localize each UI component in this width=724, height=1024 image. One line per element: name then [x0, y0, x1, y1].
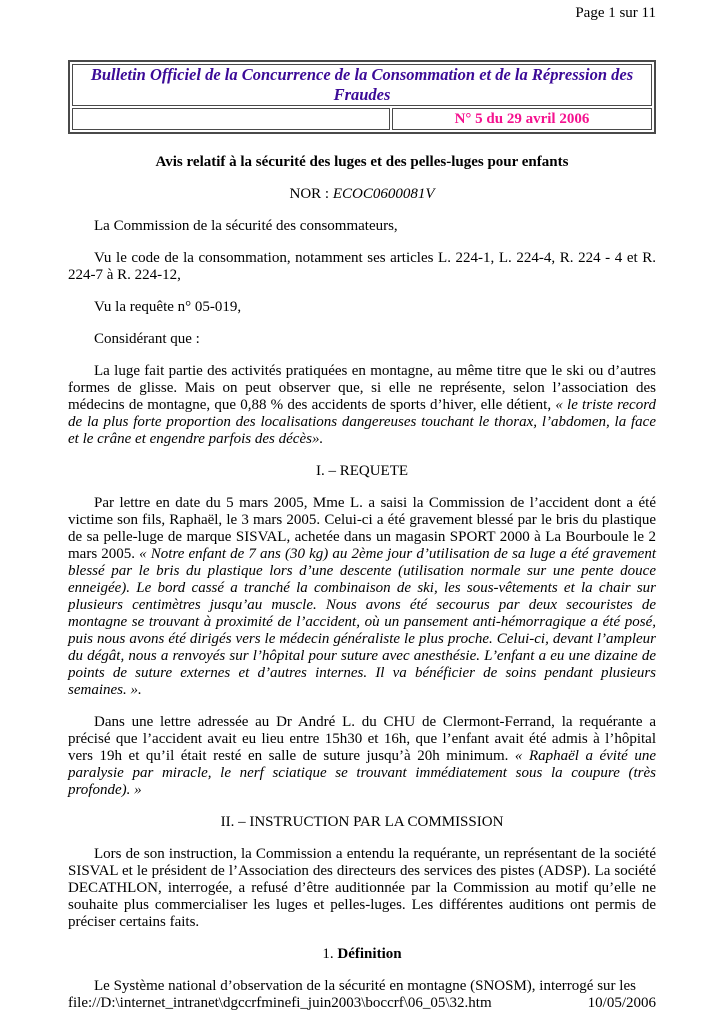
paragraph-instruction: Lors de son instruction, la Commission a entendu la requérante, un représentant de la société SISVAL et le président de l’Association des directeurs des services des pistes (ADSP). La société DECATHLON, interrogée, a refusé d’être auditionnée par la Commission au motif qu’elle ne souhaite plus commercialiser les luges et pelles-luges. Les différentes auditions ont permis de préciser certains faits.	[68, 846, 656, 930]
paragraph-luge-text: La luge fait partie des activités pratiquées en montagne, au même titre que le ski ou d’autres formes de glisse. Mais on peut observer que, si elle ne représente, selon l’association des médecins de montagne, que 0,88 % des accidents de sports d’hiver, elle détient,	[68, 363, 656, 413]
paragraph-luge-quote: « le triste record de la plus forte proportion des localisations dangereuses touchant le thorax, l’abdomen, la face et le crâne et engendre parfois des décès».	[68, 397, 656, 447]
page-footer	[68, 995, 656, 1012]
section-heading-definition	[68, 946, 656, 963]
bulletin-empty-cell	[72, 108, 390, 130]
bulletin-issue-number: N° 5 du 29 avril 2006	[454, 111, 590, 127]
paragraph-snosm: Le Système national d’observation de la sécurité en montagne (SNOSM), interrogé sur les	[94, 978, 636, 994]
bulletin-title-cell	[72, 64, 652, 106]
section-heading-instruction: II. – INSTRUCTION PAR LA COMMISSION	[220, 814, 504, 830]
paragraph-lettre-quote: « Notre enfant de 7 ans (30 kg) au 2ème jour d’utilisation de sa luge a été gravement blessé par le bris du plastique lors d’une descente (utilisation normale sur une pente douce enneigée). Le bord cassé a tranché la combinaison de ski, les sous-vêtements et la chair sur plusieurs centimètres jusqu’au muscle. Nous avons été secourus par deux secouristes de montagne se trouvant à proximité de l’accident, où un pansement anti-hémorragique a été posé, puis nous avons été dirigés vers le médecin généraliste le plus proche. Celui-ci, devant l’ampleur du dégât, nous a renvoyés sur l’hôpital pour suture avec anesthésie. L’enfant a eu une dizaine de points de suture externes et d’autres internes. Il va bénéficier de soins pendant plusieurs semaines. ».	[68, 546, 656, 698]
paragraph-chu-text: Dans une lettre adressée au Dr André L. du CHU de Clermont-Ferrand, la requérante a précisé que l’accident avait eu lieu entre 15h30 et 16h, que l’enfant avait été admis à l’hôpital vers 19h et qu’il était resté en salle de suture jusqu’à 20h minimum.	[68, 714, 656, 764]
bulletin-title-row	[72, 64, 652, 106]
paragraph-lettre-text: Par lettre en date du 5 mars 2005, Mme L. a saisi la Commission de l’accident dont a été victime son fils, Raphaël, le 3 mars 2005. Celui-ci a été gravement blessé par le bris du plastique de sa pelle-luge de marque SISVAL, achetée dans un magasin SPORT 2000 à La Bourboule le 2 mars 2005.	[68, 495, 656, 562]
nor-line	[68, 186, 656, 203]
page-indicator: Page 1 sur 11	[575, 5, 656, 21]
paragraph-luge	[68, 363, 656, 448]
paragraph-chu	[68, 714, 656, 799]
nor-value: ECOC0600081V	[332, 186, 435, 202]
paragraph-lettre	[68, 495, 656, 699]
paragraph-vu-requete: Vu la requête n° 05-019,	[94, 299, 242, 315]
paragraph-vu-code: Vu le code de la consommation, notamment ses articles L. 224-1, L. 224-4, R. 224 - 4 et R. 224-7 à R. 224-12,	[68, 250, 656, 283]
document-title: Avis relatif à la sécurité des luges et des pelles-luges pour enfants	[155, 154, 569, 170]
paragraph-commission: La Commission de la sécurité des consommateurs,	[94, 218, 398, 234]
nor-label: NOR :	[289, 186, 333, 202]
paragraph-chu-quote: « Raphaël a évité une paralysie par miracle, le nerf sciatique se trouvant immédiatement sous la coupure (très profonde). »	[68, 748, 656, 798]
bulletin-issue-row	[72, 108, 652, 130]
section-heading-requete: I. – REQUETE	[315, 463, 409, 479]
bulletin-issue-cell	[392, 108, 652, 130]
bulletin-title: Bulletin Officiel de la Concurrence de la Consommation et de la Répression des Fraudes	[90, 65, 634, 104]
footer-file-path: file://D:\internet_intranet\dgccrfminefi_juin2003\boccrf\06_05\32.htm	[68, 995, 492, 1011]
definition-number: 1.	[322, 946, 338, 962]
paragraph-considerant: Considérant que :	[94, 331, 200, 347]
footer-date: 10/05/2006	[587, 995, 656, 1011]
bulletin-header-table	[68, 60, 656, 134]
page-content	[68, 0, 656, 1010]
definition-word: Définition	[337, 946, 402, 962]
